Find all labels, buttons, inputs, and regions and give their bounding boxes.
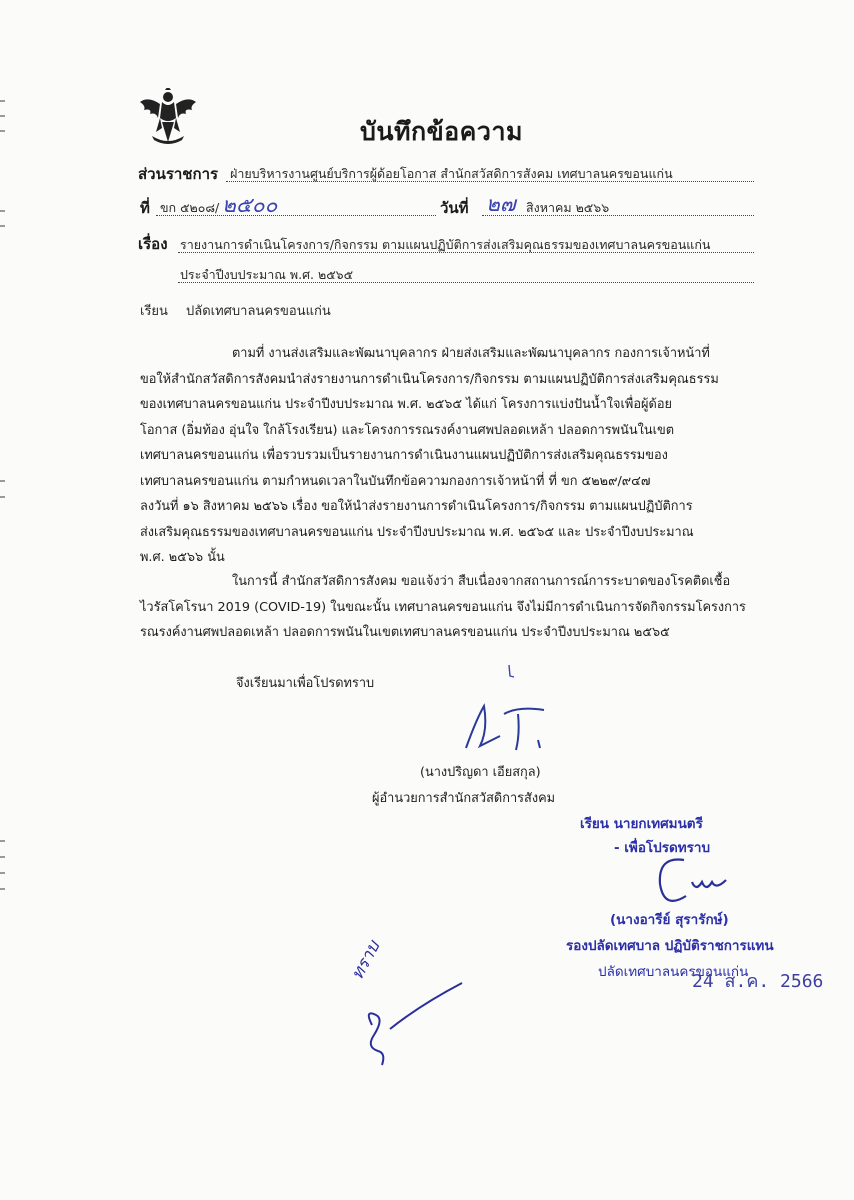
paragraph-1-line: โอกาส (อิ่มท้อง อุ่นใจ ใกล้โรงเรียน) และโครงการรณรงค์งานศพปลอดเหล้า ปลอดการพนันในเขต: [140, 422, 675, 438]
paragraph-1-line: ส่งเสริมคุณธรรมของเทศบาลนครขอนแก่น ประจำปีงบประมาณ พ.ศ. ๒๕๖๕ และ ประจำปีงบประมาณ: [140, 524, 694, 540]
subject-line1: รายงานการดำเนินโครงการ/กิจกรรม ตามแผนปฏิบัติการส่งเสริมคุณธรรมของเทศบาลนครขอนแก่น: [180, 237, 711, 252]
director-signature: [458, 700, 558, 760]
deputy-position-2: ปลัดเทศบาลนครขอนแก่น: [598, 964, 749, 980]
deputy-position: รองปลัดเทศบาล ปฏิบัติราชการแทน: [566, 938, 774, 954]
to-value: ปลัดเทศบาลนครขอนแก่น: [186, 304, 331, 319]
agency-label: ส่วนราชการ: [138, 165, 219, 183]
scan-edge-marks: [0, 60, 6, 1140]
ref-handwritten: ๒๕๐๐: [222, 193, 278, 217]
date-label: วันที่: [440, 199, 469, 217]
closing-line: จึงเรียนมาเพื่อโปรดทราบ: [236, 676, 375, 691]
endorsement-line1: เรียน นายกเทศมนตรี: [580, 816, 703, 832]
mayor-note: ทราบ: [347, 937, 385, 984]
signature-tick-mark: [506, 663, 516, 681]
agency-dotline: [226, 181, 754, 182]
mayor-signature: [360, 975, 470, 1075]
subject-label: เรื่อง: [138, 235, 168, 253]
subject-line2: ประจำปีงบประมาณ พ.ศ. ๒๕๖๕: [180, 267, 354, 282]
received-date-stamp: 24 ส.ค. 2566: [692, 971, 824, 992]
date-rest: สิงหาคม ๒๕๖๖: [526, 200, 610, 215]
subject-dotline-1: [178, 252, 754, 253]
paragraph-1-line: เทศบาลนครขอนแก่น เพื่อรวบรวมเป็นรายงานการดำเนินงานแผนปฏิบัติการส่งเสริมคุณธรรมของ: [140, 448, 668, 463]
ref-printed: ขก ๕๒๐๘/: [160, 200, 220, 215]
to-label: เรียน: [140, 304, 168, 319]
director-position: ผู้อำนวยการสำนักสวัสดิการสังคม: [372, 791, 556, 806]
date-dotline: [482, 215, 754, 216]
endorsement-line2: - เพื่อโปรดทราบ: [614, 840, 711, 856]
paragraph-2-line: รณรงค์งานศพปลอดเหล้า ปลอดการพนันในเขตเทศบาลนครขอนแก่น ประจำปีงบประมาณ ๒๕๖๕: [140, 625, 670, 640]
ref-dotline: [156, 215, 436, 216]
paragraph-1-line: ลงวันที่ ๑๖ สิงหาคม ๒๕๖๖ เรื่อง ขอให้นำส่งรายงานการดำเนินโครงการ/กิจกรรม ตามแผนปฏิบัติการ: [140, 499, 693, 514]
director-name: (นางปริญดา เอียสกุล): [420, 765, 541, 780]
date-day-handwritten: ๒๗: [486, 192, 516, 216]
paragraph-2: [140, 569, 746, 646]
paragraph-1-line: เทศบาลนครขอนแก่น ตามกำหนดเวลาในบันทึกข้อความกองการเจ้าหน้าที่ ที่ ขก ๕๒๒๙/๙๔๗: [140, 473, 651, 489]
deputy-signature: [650, 852, 740, 914]
paragraph-1-line: พ.ศ. ๒๕๖๖ นั้น: [140, 550, 225, 565]
paragraph-1: [140, 341, 719, 571]
ref-label: ที่: [140, 199, 150, 217]
paragraph-1-line: ตามที่ งานส่งเสริมและพัฒนาบุคลากร ฝ่ายส่งเสริมและพัฒนาบุคลากร กองการเจ้าหน้าที่: [232, 346, 710, 361]
subject-dotline-2: [178, 282, 754, 283]
paragraph-1-line: ของเทศบาลนครขอนแก่น ประจำปีงบประมาณ พ.ศ. ๒๕๖๕ ได้แก่ โครงการแบ่งปันน้ำใจเพื่อผู้ด้อย: [140, 397, 673, 412]
agency-value: ฝ่ายบริหารงานศูนย์บริการผู้ด้อยโอกาส สำนักสวัสดิการสังคม เทศบาลนครขอนแก่น: [230, 166, 673, 181]
deputy-name: (นางอารีย์ สุรารักษ์): [610, 912, 729, 928]
paragraph-2-line: ไวรัสโคโรนา 2019 (COVID-19) ในขณะนั้น เทศบาลนครขอนแก่น จึงไม่มีการดำเนินการจัดกิจกรรมโครงการ: [140, 599, 746, 615]
paragraph-2-line: ในการนี้ สำนักสวัสดิการสังคม ขอแจ้งว่า สืบเนื่องจากสถานการณ์การระบาดของโรคติดเชื้อ: [232, 574, 731, 589]
paragraph-1-line: ขอให้สำนักสวัสดิการสังคมนำส่งรายงานการดำเนินโครงการ/กิจกรรม ตามแผนปฏิบัติการส่งเสริมคุณธรรม: [140, 371, 719, 387]
garuda-emblem-icon: [138, 88, 198, 146]
memo-title: บันทึกข้อความ: [360, 117, 523, 146]
